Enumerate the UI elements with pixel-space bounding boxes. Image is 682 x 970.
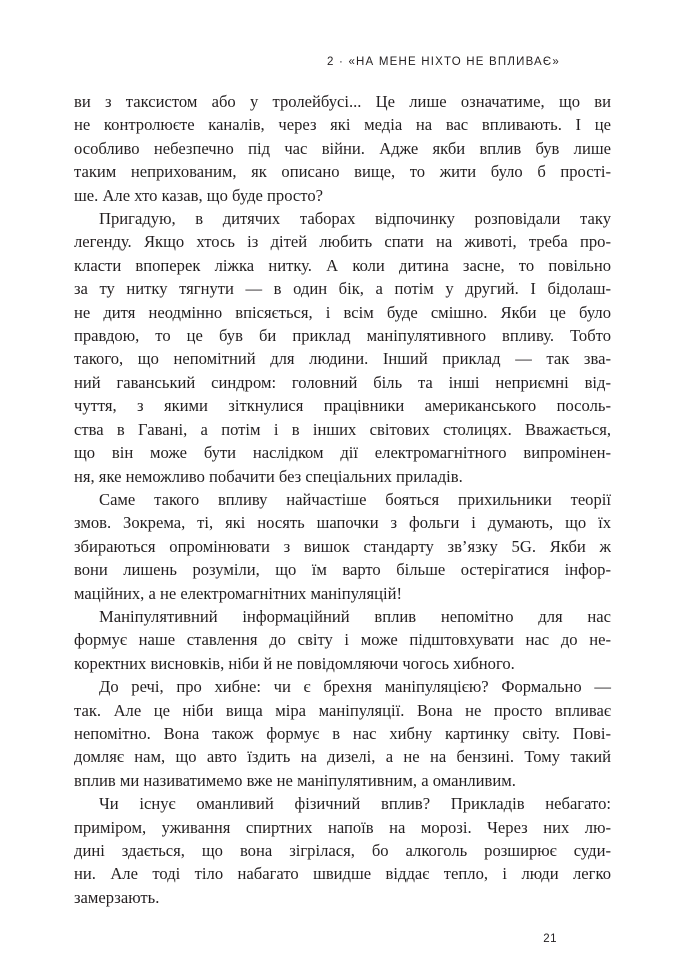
text-line: коректних висновків, ніби й не повідомляючи чогось хибного. — [74, 653, 515, 673]
paragraph — [74, 488, 611, 605]
text-line: що він може бути наслідком дії електромагнітного випромінен- — [74, 443, 611, 463]
paragraph — [74, 90, 611, 207]
text-line: особливо небезпечно під час війни. Адже якби вплив був лише — [74, 138, 611, 158]
text-line: не контролюєте каналів, через які медіа на вас впливають. І це — [74, 115, 611, 135]
text-line: непомітно. Вона також формує в нас хибну картинку світу. Пові- — [74, 723, 611, 743]
text-line: легенду. Якщо хтось із дітей любить спати на животі, треба про- — [74, 232, 611, 252]
text-line: замерзають. — [74, 887, 160, 907]
text-line: Чи існує оманливий фізичний вплив? Прикладів небагато: — [99, 794, 611, 814]
text-line: вплив ми називатимемо вже не маніпулятивним, а оманливим. — [74, 770, 516, 790]
text-line: приміром, уживання спиртних напоїв на морозі. Через них лю- — [74, 817, 611, 837]
text-line: До речі, про хибне: чи є брехня маніпуляцією? Формально — — [99, 677, 611, 697]
text-line: так. Але це ніби вища міра маніпуляції. Вона не просто впливає — [74, 700, 611, 720]
paragraph — [74, 207, 611, 488]
text-line: Пригадую, в дитячих таборах відпочинку розповідали таку — [99, 209, 611, 229]
text-line: ви з таксистом або у тролейбусі... Це лише означатиме, що ви — [74, 92, 611, 111]
text-line: не дитя неодмінно впісяється, і всім буде смішно. Якби це було — [74, 302, 611, 322]
paragraph — [74, 605, 611, 675]
text-line: вони лишень розуміли, що їм варто більше остерігатися інфор- — [74, 560, 611, 580]
text-line: ства в Гавані, а потім і в інших світових столицях. Вважається, — [74, 419, 611, 439]
text-line: такого, що непомітний для людини. Інший приклад — так зва- — [74, 349, 611, 369]
text-line: правдою, то це був би приклад маніпулятивного впливу. Тобто — [74, 326, 611, 346]
text-line: дині здається, що вона зігрілася, бо алкоголь розширює суди- — [74, 841, 611, 860]
text-line: класти впоперек ліжка нитку. А коли дитина засне, то повільно — [74, 255, 611, 275]
running-head: 2 · «НА МЕНЕ НІХТО НЕ ВПЛИВАЄ» — [327, 56, 560, 68]
text-line: змов. Зокрема, ті, які носять шапочки з фольги і думають, що їх — [74, 513, 611, 533]
text-line: маційних, а не електромагнітних маніпуляцій! — [74, 583, 402, 603]
text-line: чуття, з якими зіткнулися працівники американського посоль- — [74, 396, 611, 416]
text-line: ше. Але хто казав, що буде просто? — [74, 185, 323, 205]
text-line: таким неприхованим, як описано вище, то жити було б прості- — [74, 162, 611, 182]
text-line: формує наше ставлення до світу і може підштовхувати нас до не- — [74, 630, 611, 650]
body-text — [74, 90, 611, 909]
text-line: ня, яке неможливо побачити без спеціальних приладів. — [74, 466, 463, 486]
text-line: збираються опромінювати з вишок стандарту зв’язку 5G. Якби ж — [74, 536, 611, 556]
text-line: ний гаванський синдром: головний біль та інші неприємні від- — [74, 372, 611, 392]
text-line: Саме такого впливу найчастіше бояться прихильники теорії — [99, 489, 611, 509]
paragraph — [74, 792, 611, 909]
page-number: 21 — [543, 933, 557, 945]
text-line: Маніпулятивний інформаційний вплив непомітно для нас — [99, 606, 611, 626]
text-line: домляє нам, що авто їздить на дизелі, а не на бензині. Тому такий — [74, 747, 611, 767]
text-line: за ту нитку тягнути — в один бік, а потім у другий. І бідолаш- — [74, 279, 611, 299]
text-line: ни. Але тоді тіло набагато швидше віддає тепло, і люди легко — [74, 864, 611, 884]
paragraph — [74, 675, 611, 792]
